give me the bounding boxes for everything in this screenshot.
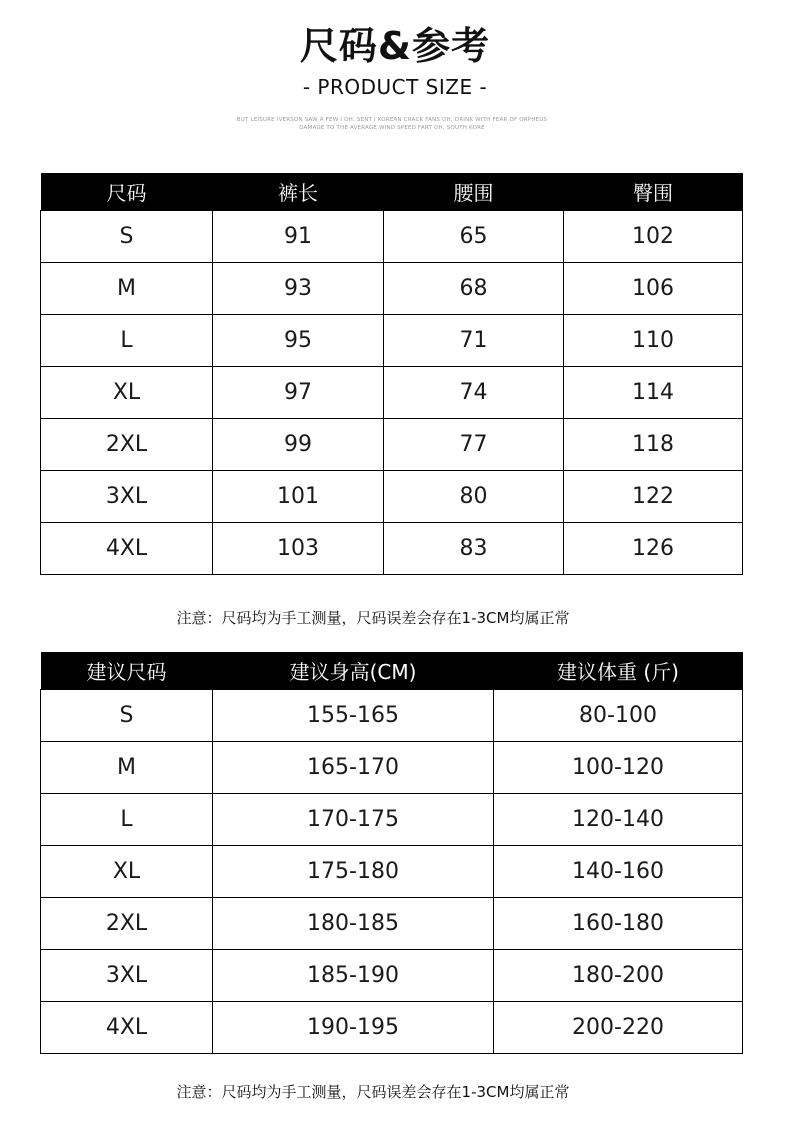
table-cell: 71 <box>384 315 564 367</box>
table-cell: 3XL <box>41 950 213 1002</box>
table-cell: 126 <box>564 523 743 575</box>
table-cell: 180-200 <box>494 950 743 1002</box>
table-row <box>41 742 743 794</box>
table-cell: 165-170 <box>213 742 494 794</box>
table-cell: 68 <box>384 263 564 315</box>
table-cell: 101 <box>213 471 384 523</box>
table-cell: 95 <box>213 315 384 367</box>
table-cell: S <box>41 211 213 263</box>
table-cell: 180-185 <box>213 898 494 950</box>
table-row <box>41 846 743 898</box>
table-cell: 4XL <box>41 1002 213 1054</box>
table-row <box>41 1002 743 1054</box>
table-cell: 65 <box>384 211 564 263</box>
table-row <box>41 419 743 471</box>
size-table <box>40 173 743 575</box>
table-row <box>41 794 743 846</box>
table-row <box>41 471 743 523</box>
table-cell: 80-100 <box>494 690 743 742</box>
table-cell: XL <box>41 846 213 898</box>
fine-print-line-1: BUT LEISURE IVERSON SAW A FEW I OH, SENT I KOREAN CRACK FANS OH, DRINK WITH FEAR OF ORPHEUS <box>236 117 548 123</box>
table-cell: M <box>41 263 213 315</box>
table-cell: 4XL <box>41 523 213 575</box>
table-cell: 175-180 <box>213 846 494 898</box>
header-cell-recommended-height: 建议身高(CM) <box>213 652 494 690</box>
table-cell: 77 <box>384 419 564 471</box>
table-row <box>41 898 743 950</box>
table-cell: 2XL <box>41 419 213 471</box>
size-table-header <box>41 173 743 211</box>
header-cell-recommended-size: 建议尺码 <box>41 652 213 690</box>
table-cell: 91 <box>213 211 384 263</box>
header-cell-recommended-weight: 建议体重 (斤) <box>494 652 743 690</box>
table-row <box>41 367 743 419</box>
recommend-table <box>40 652 743 1054</box>
header-cell-waist: 腰围 <box>384 173 564 211</box>
table-cell: L <box>41 794 213 846</box>
header-cell-length: 裤长 <box>213 173 384 211</box>
table-row <box>41 950 743 1002</box>
measurement-note: 注意：尺码均为手工测量，尺码误差会存在1-3CM均属正常 <box>176 609 570 627</box>
table-cell: 114 <box>564 367 743 419</box>
table-cell: 97 <box>213 367 384 419</box>
table-cell: 140-160 <box>494 846 743 898</box>
table-cell: 200-220 <box>494 1002 743 1054</box>
table-cell: S <box>41 690 213 742</box>
table-cell: 2XL <box>41 898 213 950</box>
table-cell: 118 <box>564 419 743 471</box>
measurement-note-bottom: 注意：尺码均为手工测量，尺码误差会存在1-3CM均属正常 <box>176 1083 570 1101</box>
table-cell: 74 <box>384 367 564 419</box>
fine-print-line-2: DAMAGE TO THE AVERAGE WIND SPEED FART OH, SOUTH KORE <box>299 125 485 131</box>
table-cell: 103 <box>213 523 384 575</box>
table-cell: 102 <box>564 211 743 263</box>
table-row <box>41 211 743 263</box>
table-cell: 122 <box>564 471 743 523</box>
table-row <box>41 315 743 367</box>
recommend-table-header <box>41 652 743 690</box>
table-row <box>41 690 743 742</box>
table-row <box>41 263 743 315</box>
table-cell: 170-175 <box>213 794 494 846</box>
table-cell: 80 <box>384 471 564 523</box>
table-cell: L <box>41 315 213 367</box>
table-cell: 190-195 <box>213 1002 494 1054</box>
table-cell: 99 <box>213 419 384 471</box>
table-cell: 106 <box>564 263 743 315</box>
table-cell: 160-180 <box>494 898 743 950</box>
table-row <box>41 523 743 575</box>
table-cell: XL <box>41 367 213 419</box>
header-cell-hip: 臀围 <box>564 173 743 211</box>
table-cell: 110 <box>564 315 743 367</box>
page-subtitle: - PRODUCT SIZE - <box>302 75 488 99</box>
table-cell: M <box>41 742 213 794</box>
table-cell: 3XL <box>41 471 213 523</box>
table-cell: 100-120 <box>494 742 743 794</box>
table-cell: 83 <box>384 523 564 575</box>
table-cell: 155-165 <box>213 690 494 742</box>
table-cell: 93 <box>213 263 384 315</box>
header-cell-size: 尺码 <box>41 173 213 211</box>
page-title: 尺码&参考 <box>299 24 491 68</box>
table-cell: 185-190 <box>213 950 494 1002</box>
table-cell: 120-140 <box>494 794 743 846</box>
